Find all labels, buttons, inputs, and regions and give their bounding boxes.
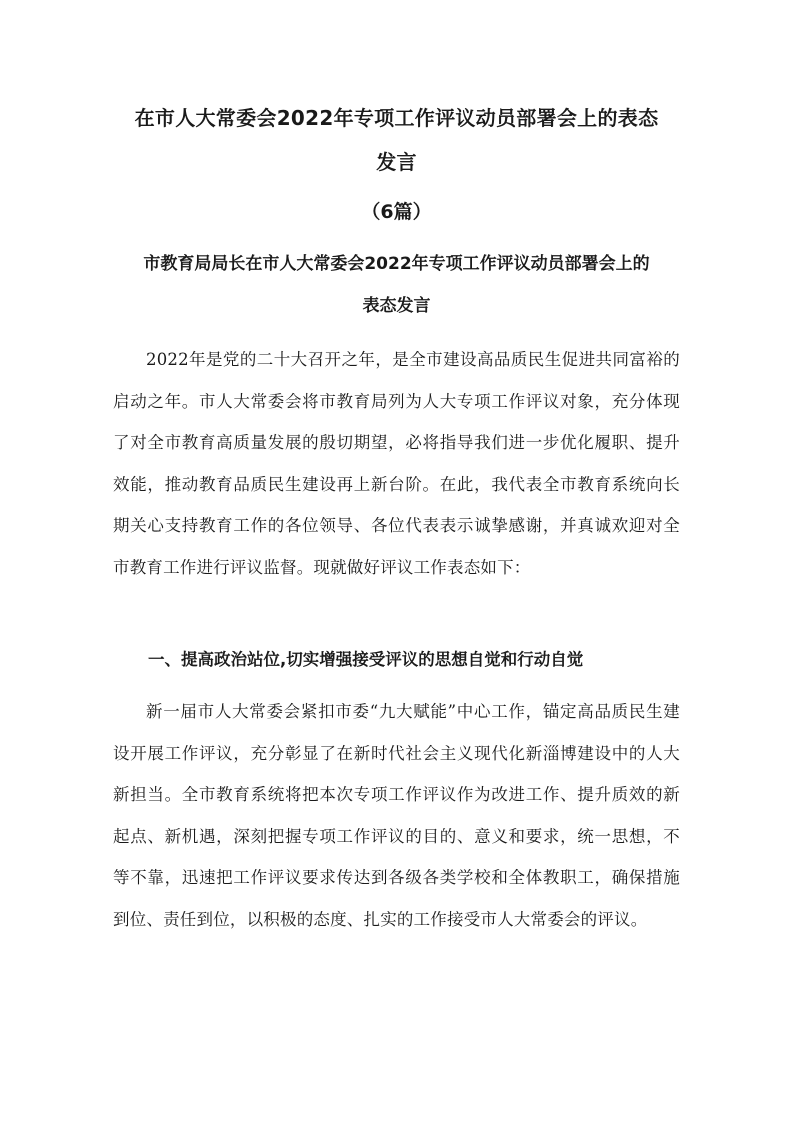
document-title-line-1: 在市人大常委会2022年专项工作评议动员部署会上的表态: [134, 106, 659, 130]
article-count: （6篇）: [361, 201, 432, 223]
article-subtitle-line-2: 表态发言: [362, 296, 431, 316]
body-paragraph-1: 2022年是党的二十大召开之年，是全市建设高品质民生促进共同富裕的启动之年。市人大常委会将市教育局列为人大专项工作评议对象，充分体现了对全市教育高质量发展的殷切期望，必将指导我们进一步优化履职、提升效能，推动教育品质民生建设再上新台阶。在此，我代表全市教育系统向长期关心支持教育工作的各位领导、各位代表表示诚挚感谢，并真诚欢迎对全市教育工作进行评议监督。现就做好评议工作表态如下：: [113, 350, 680, 577]
article-subtitle-line-1: 市教育局局长在市人大常委会2022年专项工作评议动员部署会上的: [143, 254, 650, 274]
body-paragraph-2: 新一届市人大常委会紧扣市委“九大赋能”中心工作，锚定高品质民生建设开展工作评议，充分彰显了在新时代社会主义现代化新淄博建设中的人大新担当。全市教育系统将把本次专项工作评议作为改进工作、提升质效的新起点、新机遇，深刻把握专项工作评议的目的、意义和要求，统一思想，不等不靠，迅速把工作评议要求传达到各级各类学校和全体教职工，确保措施到位、责任到位，以积极的态度、扎实的工作接受市人大常委会的评议。: [113, 702, 680, 929]
section-heading-1: 一、提高政治站位,切实增强接受评议的思想自觉和行动自觉: [148, 650, 584, 669]
document-title-line-2: 发言: [376, 150, 417, 174]
